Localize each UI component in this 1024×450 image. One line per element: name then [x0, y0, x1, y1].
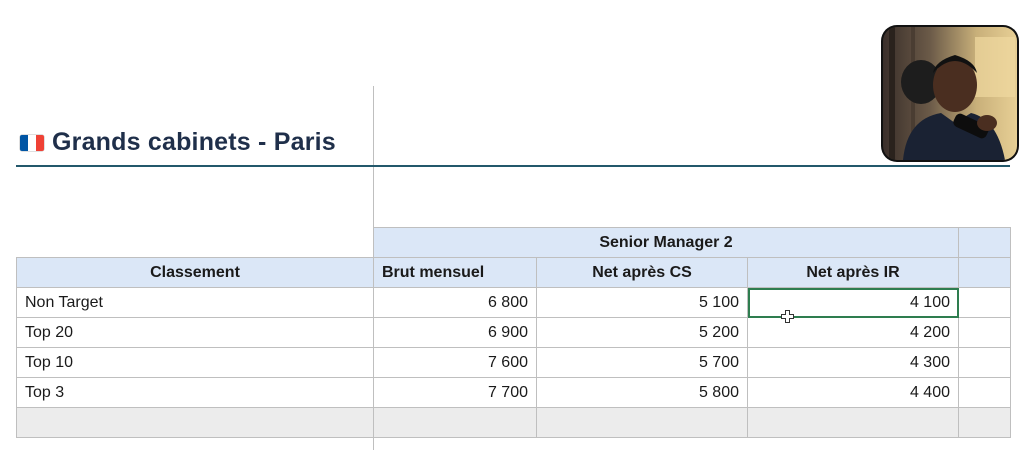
empty-corner — [17, 228, 374, 258]
empty-cell[interactable] — [959, 348, 1011, 378]
column-header-net-apres-cs[interactable]: Net après CS — [537, 258, 748, 288]
net-cs-cell[interactable]: 5 100 — [537, 288, 748, 318]
table-row — [17, 288, 1011, 318]
row-label-cell[interactable]: Non Target — [17, 288, 374, 318]
column-header-row — [17, 258, 1011, 288]
table-row — [17, 348, 1011, 378]
brut-cell[interactable]: 6 800 — [374, 288, 537, 318]
title-underline — [16, 165, 1010, 167]
net-ir-cell[interactable]: 4 300 — [748, 348, 959, 378]
page-title: Grands cabinets - Paris — [52, 128, 336, 156]
brut-cell[interactable]: 6 900 — [374, 318, 537, 348]
brut-cell[interactable]: 7 700 — [374, 378, 537, 408]
group-header-next[interactable] — [959, 228, 1011, 258]
group-header-row — [17, 228, 1011, 258]
footer-cell[interactable] — [959, 408, 1011, 438]
column-header-empty[interactable] — [959, 258, 1011, 288]
data-table — [16, 227, 1011, 438]
footer-row — [17, 408, 1011, 438]
net-ir-cell[interactable]: 4 400 — [748, 378, 959, 408]
row-label-cell[interactable]: Top 10 — [17, 348, 374, 378]
column-header-net-apres-ir[interactable]: Net après IR — [748, 258, 959, 288]
net-ir-cell[interactable]: 4 200 — [748, 318, 959, 348]
sheet-title — [20, 130, 336, 155]
empty-cell[interactable] — [959, 288, 1011, 318]
footer-cell[interactable] — [748, 408, 959, 438]
net-cs-cell[interactable]: 5 700 — [537, 348, 748, 378]
france-flag-icon — [20, 135, 44, 151]
presenter-video-icon — [883, 27, 1017, 160]
row-label-cell[interactable]: Top 3 — [17, 378, 374, 408]
empty-cell[interactable] — [959, 318, 1011, 348]
empty-cell[interactable] — [959, 378, 1011, 408]
column-header-brut-mensuel[interactable]: Brut mensuel — [374, 258, 537, 288]
table-row — [17, 318, 1011, 348]
group-header-senior-manager[interactable]: Senior Manager 2 — [374, 228, 959, 258]
brut-cell[interactable]: 7 600 — [374, 348, 537, 378]
net-cs-cell[interactable]: 5 200 — [537, 318, 748, 348]
footer-cell[interactable] — [17, 408, 374, 438]
cell-cursor-icon — [781, 310, 794, 323]
selected-cell[interactable]: 4 100 — [748, 288, 959, 318]
footer-cell[interactable] — [374, 408, 537, 438]
column-header-classement[interactable]: Classement — [17, 258, 374, 288]
row-label-cell[interactable]: Top 20 — [17, 318, 374, 348]
webcam-overlay — [883, 27, 1017, 160]
footer-cell[interactable] — [537, 408, 748, 438]
table-row — [17, 378, 1011, 408]
net-cs-cell[interactable]: 5 800 — [537, 378, 748, 408]
